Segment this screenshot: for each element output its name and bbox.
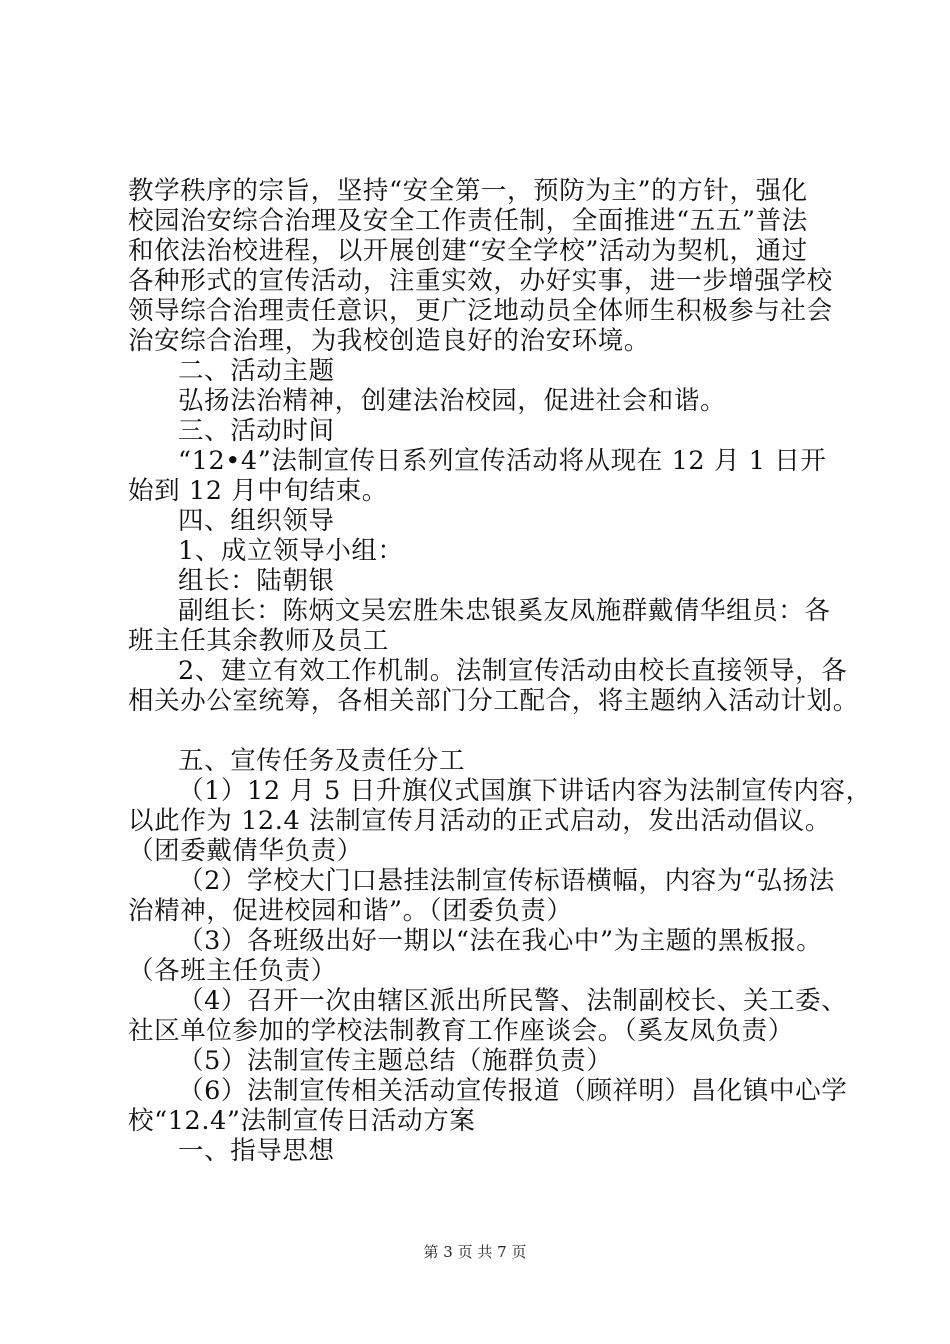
body-text-line: 教学秩序的宗旨，坚持“安全第一，预防为主”的方针，强化	[128, 176, 808, 206]
body-text-line: 校“12.4”法制宣传日活动方案	[128, 1106, 476, 1136]
body-text-line: 和依法治校进程，以开展创建“安全学校”活动为契机，通过	[128, 236, 808, 266]
body-text-line: 组长：陆朝银	[178, 566, 335, 596]
body-text-line: 1、成立领导小组：	[178, 536, 404, 566]
body-text-line: 治安综合治理，为我校创造良好的治安环境。	[128, 326, 651, 356]
body-text-line: （团委戴倩华负责）	[128, 836, 363, 866]
body-text-line: （4）召开一次由辖区派出所民警、法制副校长、关工委、	[178, 986, 848, 1016]
page-footer: 第 3 页 共 7 页	[423, 1243, 527, 1261]
section-heading: 三、活动时间	[178, 416, 335, 446]
body-text-line: 各种形式的宣传活动，注重实效，办好实事，进一步增强学校	[128, 266, 833, 296]
body-text-line: 校园治安综合治理及安全工作责任制，全面推进“五五”普法	[128, 206, 808, 236]
body-text-line: 副组长：陈炳文吴宏胜朱忠银奚友凤施群戴倩华组员：各	[178, 596, 831, 626]
body-text-line: “12•4”法制宣传日系列宣传活动将从现在 12 月 1 日开	[178, 446, 827, 476]
body-text-line: 以此作为 12.4 法制宣传月活动的正式启动，发出活动倡议。	[128, 806, 831, 836]
body-text-line: 治精神，促进校园和谐”。（团委负责）	[128, 896, 573, 926]
body-text-line: 领导综合治理责任意识，更广泛地动员全体师生积极参与社会	[128, 296, 833, 326]
body-text-line: 社区单位参加的学校法制教育工作座谈会。（奚友凤负责）	[128, 1016, 794, 1046]
body-text-line: （2）学校大门口悬挂法制宣传标语横幅，内容为“弘扬法	[178, 866, 835, 896]
body-text-line: （5）法制宣传主题总结（施群负责）	[178, 1046, 613, 1076]
section-heading: 一、指导思想	[178, 1136, 335, 1166]
section-heading: 二、活动主题	[178, 356, 335, 386]
body-text-line: （1）12 月 5 日升旗仪式国旗下讲话内容为法制宣传内容，	[178, 776, 872, 806]
body-text-line: （各班主任负责）	[128, 956, 337, 986]
body-text-line: （6）法制宣传相关活动宣传报道（顾祥明）昌化镇中心学	[178, 1076, 848, 1106]
section-heading: 五、宣传任务及责任分工	[178, 746, 466, 776]
body-text-line: 班主任其余教师及员工	[128, 626, 390, 656]
body-text-line: 弘扬法治精神，创建法治校园，促进社会和谐。	[178, 386, 727, 416]
body-text-line: 2、建立有效工作机制。法制宣传活动由校长直接领导，各	[178, 656, 848, 686]
body-text-line: （3）各班级出好一期以“法在我心中”为主题的黑板报。	[178, 926, 823, 956]
body-text-line: 始到 12 月中旬结束。	[128, 476, 388, 506]
body-text-line: 相关办公室统筹，各相关部门分工配合，将主题纳入活动计划。	[128, 686, 859, 716]
section-heading: 四、组织领导	[178, 506, 335, 536]
